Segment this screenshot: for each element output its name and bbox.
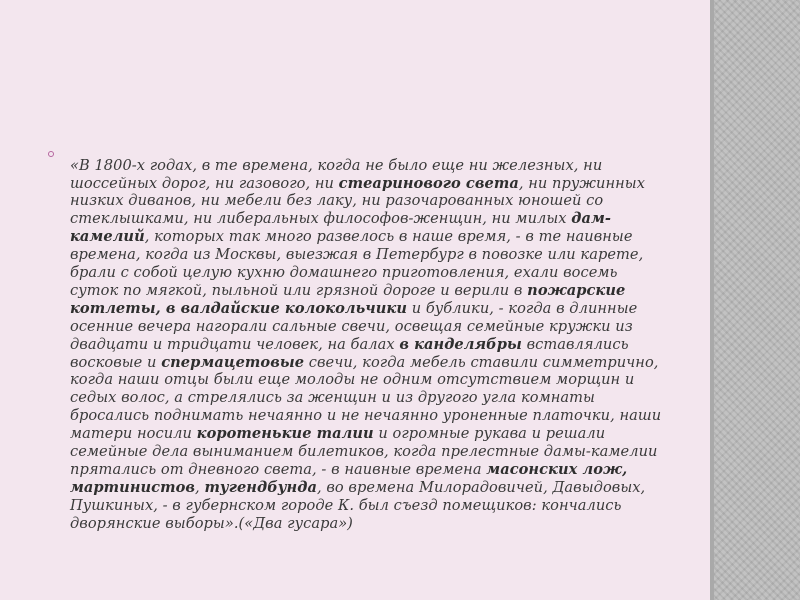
emphasized-term: масонских лож, мартинистов xyxy=(70,461,628,496)
emphasized-term: пожарские котлеты, в валдайские колокольчики xyxy=(70,281,626,317)
emphasized-term: дам-камелий xyxy=(70,210,612,246)
side-band-edge xyxy=(710,0,714,600)
emphasized-term: коротенькие талии xyxy=(196,425,374,443)
text-run: , которых так много развелось в наше время, - в те наивные времена, когда из Москвы, выезжая в Петербург в повозке или карете, брали с собой целую кухню домашнего приготовления, ехали восемь суток по мягкой, пыльной или грязной дороге и верили в xyxy=(70,228,644,299)
text-run: «В 1800-х годах, в те времена, когда не было еще ни железных, ни шоссейных дорог, ни газового, ни xyxy=(70,156,603,192)
emphasized-term: спермацетовые xyxy=(161,353,305,371)
text-run: свечи, когда мебель ставили симметрично, когда наши отцы были еще молоды не одним отсутствием морщин и седых волос, а стрелялись за женщин и из другого угла комнаты бросались поднимать нечаянно и не нечаянно уроненные платочки, наши матери носили xyxy=(70,353,662,443)
decorative-side-band xyxy=(710,0,800,600)
text-run: вставлялись восковые и xyxy=(70,335,629,371)
emphasized-term: стеаринового света xyxy=(338,174,519,192)
quote-paragraph xyxy=(70,157,666,533)
emphasized-term: в канделябры xyxy=(399,335,522,353)
circle-bullet-icon xyxy=(48,151,54,157)
text-run: , ни пружинных низких диванов, ни мебели без лаку, ни разочарованных юношей со стеклышками, ни либеральных философов-женщин, ни милых xyxy=(70,174,645,228)
text-run: и огромные рукава и решали семейные дела выниманием билетиков, когда прелестные дамы-камелии прятались от дневного света, - в наивные времена xyxy=(70,425,658,478)
text-run: , во времена Милорадовичей, Давыдовых, Пушкиных, - в губернском городе К. был съезд помещиков: кончались дворянские выборы».(«Два гусара») xyxy=(70,478,646,532)
text-run: и бублики, - когда в длинные осенние вечера нагорали сальные свечи, освещая семейные кружки из двадцати и тридцати человек, на балах xyxy=(70,299,638,353)
emphasized-term: тугендбунда xyxy=(204,478,317,496)
quote-bullet-item xyxy=(48,142,666,547)
text-run: , xyxy=(195,478,205,496)
